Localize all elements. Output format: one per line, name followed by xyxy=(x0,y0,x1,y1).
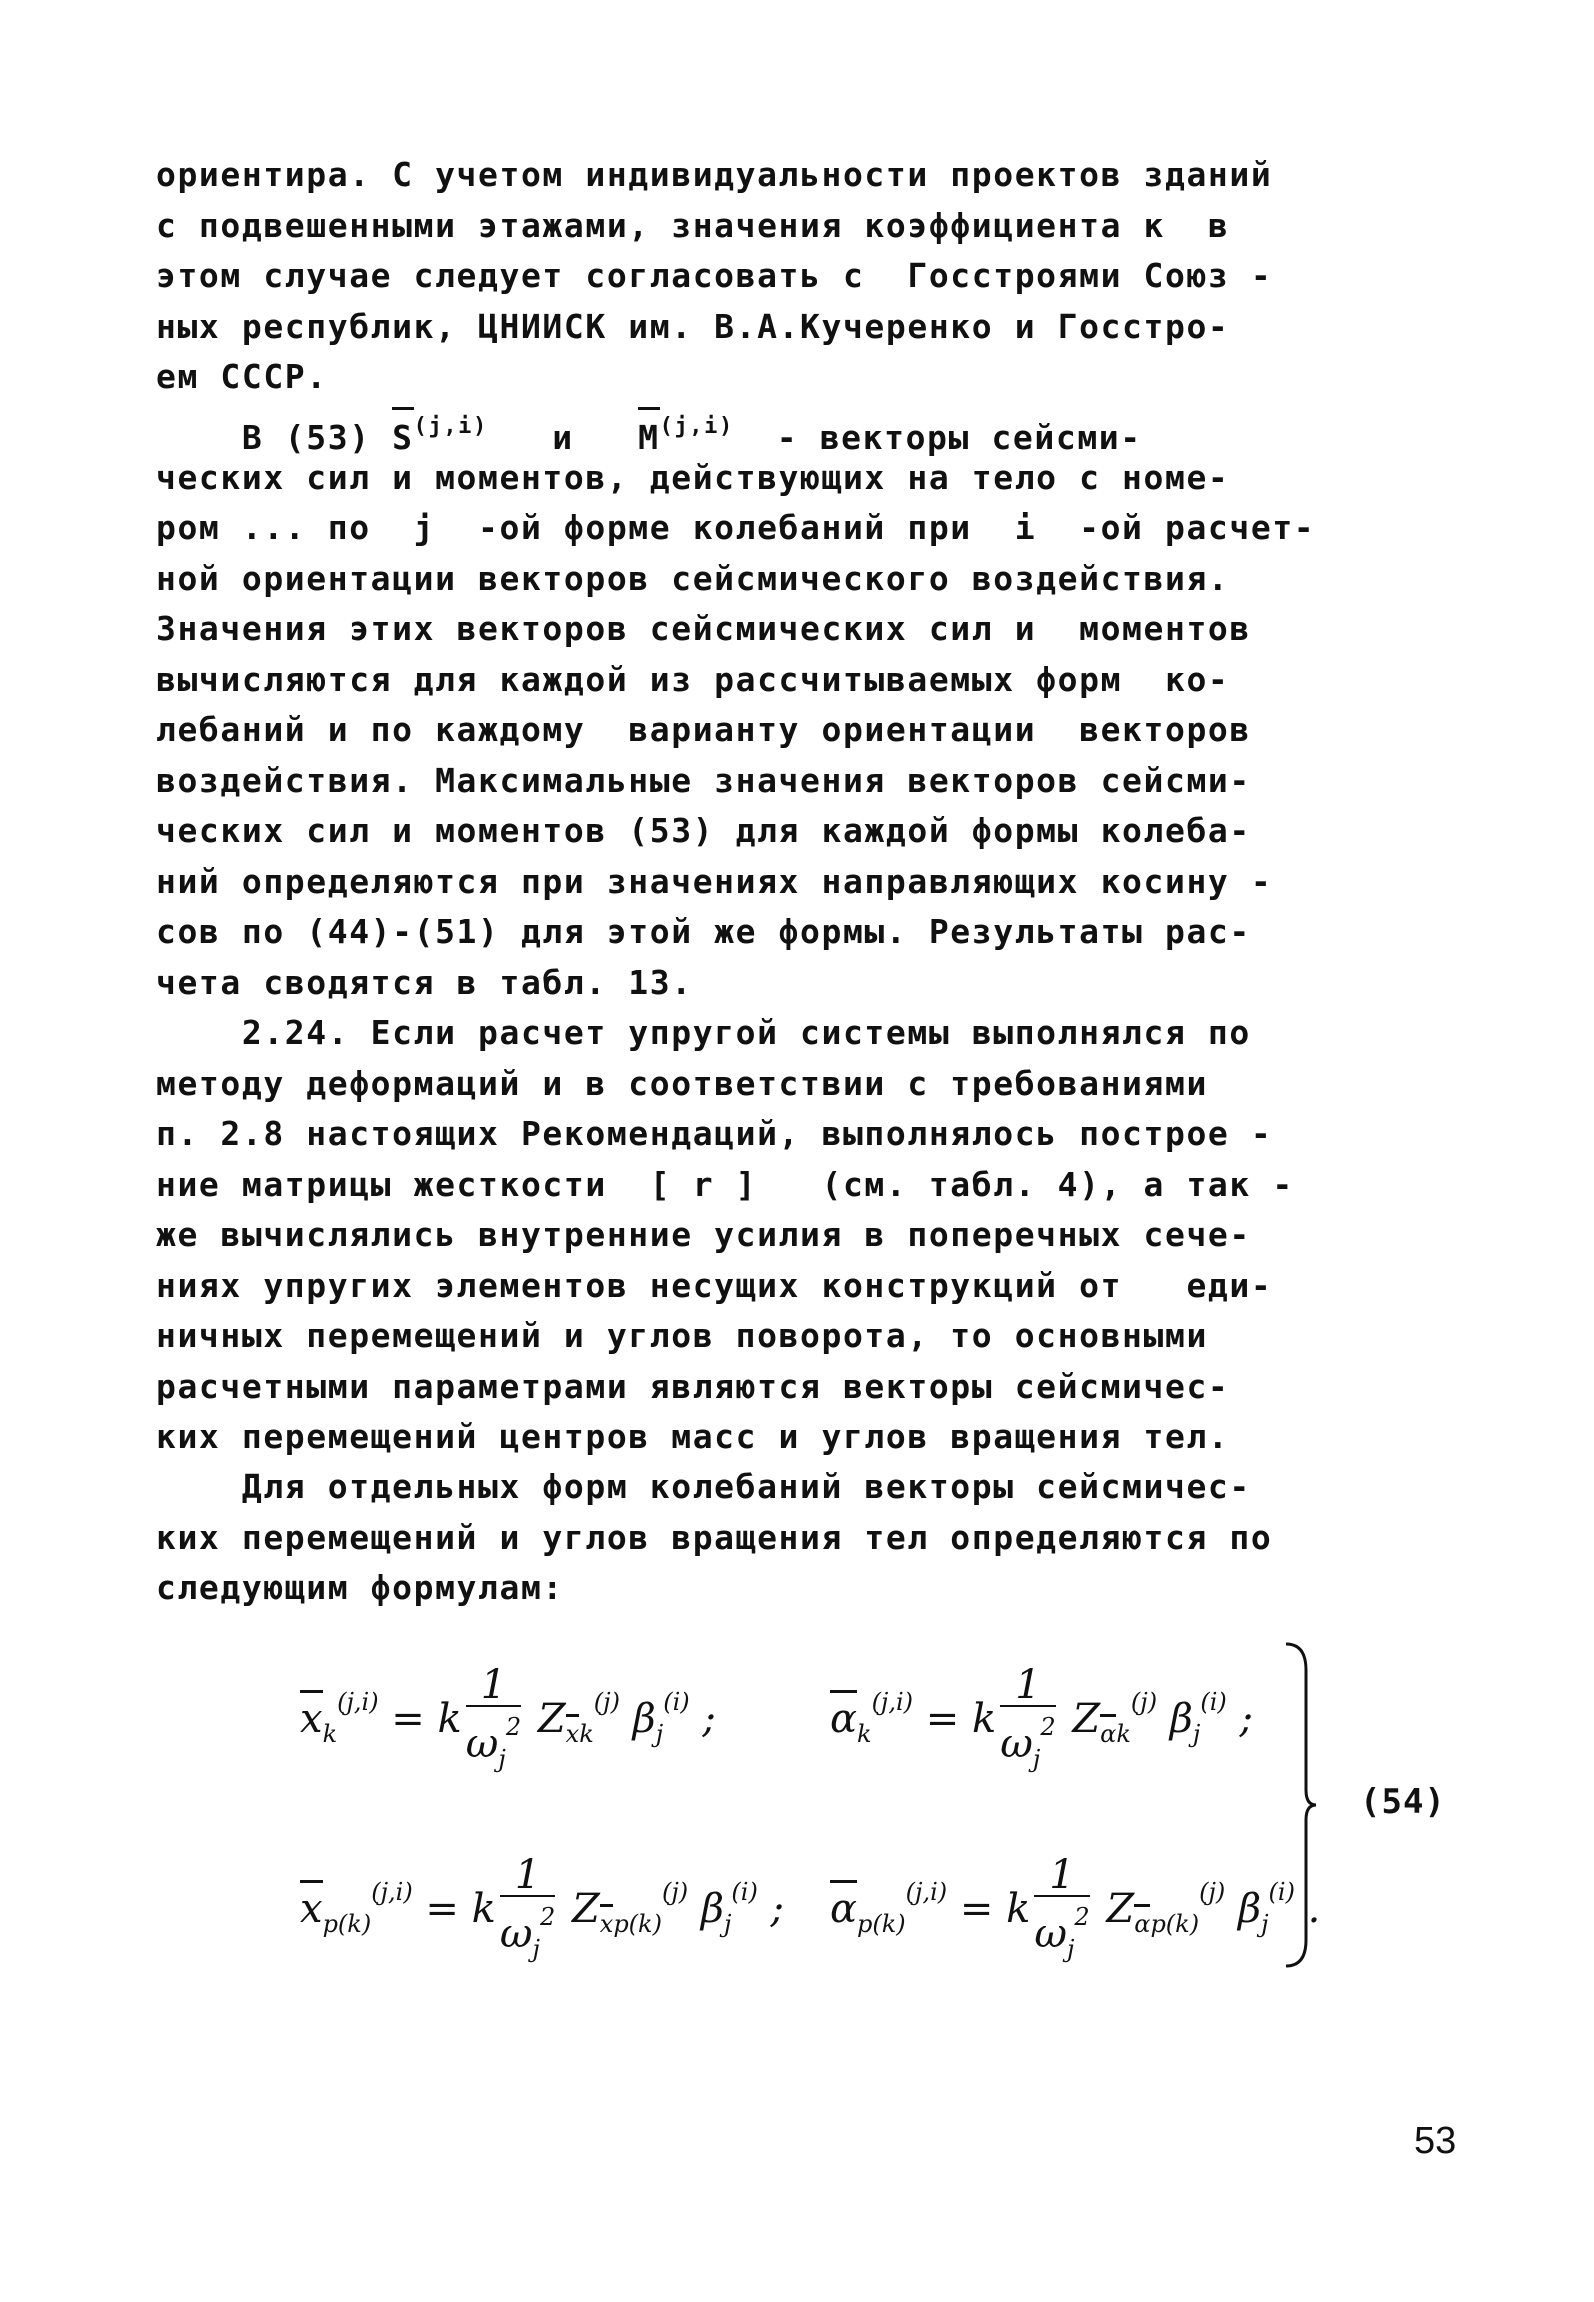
den-sub: j xyxy=(498,1745,506,1773)
beta-sub: j xyxy=(655,1720,664,1748)
formula-end: ; xyxy=(702,1696,716,1742)
fraction-numerator: 1 xyxy=(466,1665,521,1707)
formula-lhs-sub: p(k) xyxy=(857,1910,906,1938)
right-brace xyxy=(1280,1640,1320,1970)
fraction-denominator xyxy=(1000,1707,1055,1779)
formula-row1-left: $x_k^{(j,i)} = k$ $\frac{1}{\omega_j^2}$ $Z_{xk}^{(j)}$ $\beta_j^{(i)}$ ; xyxy=(300,1665,716,1779)
paragraph-1 xyxy=(156,150,1456,403)
vector-s-superscript: (j,i) xyxy=(413,414,488,439)
text-line: ние матрицы жесткости [ r ] (см. табл. 4), а так - xyxy=(156,1164,1294,1204)
fraction-numerator: 1 xyxy=(1034,1855,1089,1897)
formula-lhs-sub: p(k) xyxy=(322,1910,372,1938)
paragraph-4 xyxy=(156,1462,1456,1614)
z-sub xyxy=(566,1720,594,1748)
page-number: 53 xyxy=(1414,2120,1457,2162)
fraction-denominator xyxy=(500,1897,555,1969)
vector-s-symbol: S xyxy=(392,413,413,464)
formula-row2-right: $\alpha_{p(k)}^{(j,i)} = k$ $\frac{1}{\omega_j^2}$ $Z_{\alpha p(k)}^{(j)}$ $\beta_j^{(i)}$ . xyxy=(830,1855,1320,1969)
z-subsub: k xyxy=(1116,1720,1131,1748)
text-line: с подвешенными этажами, значения коэффициента к в xyxy=(156,205,1230,245)
formula-end: ; xyxy=(1239,1696,1253,1742)
formula-end: . xyxy=(1307,1886,1321,1932)
text-line: ческих сил и моментов, действующих на тело с номе- xyxy=(156,457,1230,497)
text-fragment: В (53) xyxy=(241,418,371,457)
text-line: ной ориентации векторов сейсмического воздействия. xyxy=(156,558,1230,598)
beta-sup: (i) xyxy=(1200,1688,1227,1716)
vector-m-superscript: (j,i) xyxy=(659,414,734,439)
z-sup: (j) xyxy=(1199,1878,1226,1906)
beta-sup: (i) xyxy=(663,1688,690,1716)
den-symbol: ω xyxy=(499,1911,533,1957)
z-sup: (j) xyxy=(1130,1688,1158,1716)
z-sub xyxy=(1100,1720,1131,1748)
text-line: следующим формулам: xyxy=(156,1568,564,1607)
den-sub: j xyxy=(532,1935,540,1963)
den-symbol: ω xyxy=(465,1721,499,1767)
z-sub-vector: α xyxy=(1134,1910,1151,1938)
formula-fraction xyxy=(465,1662,522,1779)
z-sub xyxy=(600,1910,662,1938)
z-sup: (j) xyxy=(661,1878,689,1906)
fraction-denominator xyxy=(1034,1897,1089,1969)
den-sup: 2 xyxy=(1040,1713,1056,1741)
text-line: 2.24. Если расчет упругой системы выполнялся по xyxy=(156,1013,1251,1052)
text-line: расчетными параметрами являются векторы сейсмичес- xyxy=(156,1366,1230,1406)
formula-coef: k xyxy=(471,1886,496,1932)
formula-row1-right: $\alpha_k^{(j,i)} = k$ $\frac{1}{\omega_j^2}$ $Z_{\alpha k}^{(j)}$ $\beta_j^{(i)}$ ; xyxy=(830,1665,1253,1779)
beta-sup: (i) xyxy=(1268,1878,1295,1906)
text-line: п. 2.8 настоящих Рекомендаций, выполнялось построе - xyxy=(156,1114,1273,1153)
text-line: же вычислялись внутренние усилия в поперечных сече- xyxy=(156,1215,1251,1254)
formula-end: ; xyxy=(770,1886,785,1932)
formula-fraction xyxy=(1000,1662,1056,1779)
formula-lhs: α xyxy=(830,1886,858,1932)
fraction-numerator: 1 xyxy=(500,1855,555,1897)
equation-number: (54) xyxy=(1360,1782,1446,1822)
text-line-vectors xyxy=(156,402,1456,457)
den-sup: 2 xyxy=(505,1713,522,1741)
text-line: ческих сил и моментов (53) для каждой формы колеба- xyxy=(156,811,1251,850)
fraction-numerator: 1 xyxy=(1000,1665,1055,1707)
z-subsub: p(k) xyxy=(1150,1910,1200,1938)
text-line: сов по (44)-(51) для этой же формы. Результаты рас- xyxy=(156,912,1251,951)
formula-lhs-sup: (j,i) xyxy=(337,1688,379,1716)
den-symbol: ω xyxy=(1000,1721,1033,1767)
z-sub-vector: α xyxy=(1100,1720,1117,1748)
formula-lhs: x xyxy=(300,1886,323,1932)
formula-fraction xyxy=(499,1852,556,1969)
text-line: ориентира. С учетом индивидуальности проектов зданий xyxy=(156,155,1273,194)
formula-lhs-sub: k xyxy=(322,1720,338,1748)
z-sub-vector: x xyxy=(599,1910,614,1938)
formula-row2-left: $x_{p(k)}^{(j,i)} = k$ $\frac{1}{\omega_j^2}$ $Z_{xp(k)}^{(j)}$ $\beta_j^{(i)}$ ; xyxy=(300,1855,784,1969)
formula-fraction xyxy=(1034,1852,1090,1969)
text-line: ний определяются при значениях направляющих косину - xyxy=(156,861,1273,901)
z-subsub: p(k) xyxy=(613,1910,662,1938)
den-sup: 2 xyxy=(539,1903,556,1931)
den-sub: j xyxy=(1066,1935,1075,1963)
beta-sup: (i) xyxy=(731,1878,758,1906)
z-sub-vector: x xyxy=(565,1720,580,1748)
den-symbol: ω xyxy=(1034,1911,1067,1957)
text-line: этом случае следует согласовать с Госстроями Союз - xyxy=(156,256,1273,295)
text-line: ных республик, ЦНИИСК им. В.А.Кучеренко и Госстро- xyxy=(156,306,1230,346)
text-line: методу деформаций и в соответствии с требованиями xyxy=(156,1063,1208,1103)
formula-lhs-sup: (j,i) xyxy=(905,1878,948,1906)
formula-coef: k xyxy=(437,1696,462,1742)
formula-coef: k xyxy=(972,1696,997,1742)
z-subsub: k xyxy=(579,1720,594,1748)
z-sub xyxy=(1134,1910,1199,1938)
beta-sub: j xyxy=(723,1910,732,1938)
text-line: чета сводятся в табл. 13. xyxy=(156,962,693,1002)
formula-lhs-sup: (j,i) xyxy=(871,1688,914,1716)
text-line: воздействия. Максимальные значения векторов сейсми- xyxy=(156,760,1251,800)
formula-coef: k xyxy=(1006,1886,1031,1932)
text-line: лебаний и по каждому варианту ориентации векторов xyxy=(156,710,1251,749)
formula-lhs: α xyxy=(830,1696,858,1742)
z-sup: (j) xyxy=(593,1688,620,1716)
beta-sub: j xyxy=(1192,1720,1201,1748)
text-line: ких перемещений центров масс и углов вращения тел. xyxy=(156,1417,1230,1456)
text-line: Для отдельных форм колебаний векторы сейсмичес- xyxy=(156,1467,1251,1506)
den-sub: j xyxy=(1032,1745,1041,1773)
text-line: Значения этих векторов сейсмических сил и моментов xyxy=(156,609,1251,648)
text-line: ких перемещений и углов вращения тел определяются по xyxy=(156,1517,1273,1557)
text-fragment: - векторы сейсми- xyxy=(776,418,1142,457)
formula-lhs-sub: k xyxy=(857,1720,872,1748)
formula-lhs-sup: (j,i) xyxy=(371,1878,413,1906)
text-line: вычисляются для каждой из рассчитываемых форм ко- xyxy=(156,659,1230,699)
formula-lhs: x xyxy=(300,1696,323,1742)
fraction-denominator xyxy=(466,1707,521,1779)
den-sup: 2 xyxy=(1074,1903,1090,1931)
beta-sub: j xyxy=(1261,1910,1269,1938)
text-line: ниях упругих элементов несущих конструкций от еди- xyxy=(156,1265,1273,1305)
vector-m-symbol: M xyxy=(638,413,659,464)
paragraph-3 xyxy=(156,1008,1456,1463)
text-line: ничных перемещений и углов поворота, то основными xyxy=(156,1316,1208,1355)
text-line: ем СССР. xyxy=(156,357,328,396)
paragraph-2 xyxy=(156,402,1456,1008)
text-fragment: и xyxy=(552,418,574,457)
text-line: ром ... по j -ой форме колебаний при i -ой расчет- xyxy=(156,508,1316,547)
